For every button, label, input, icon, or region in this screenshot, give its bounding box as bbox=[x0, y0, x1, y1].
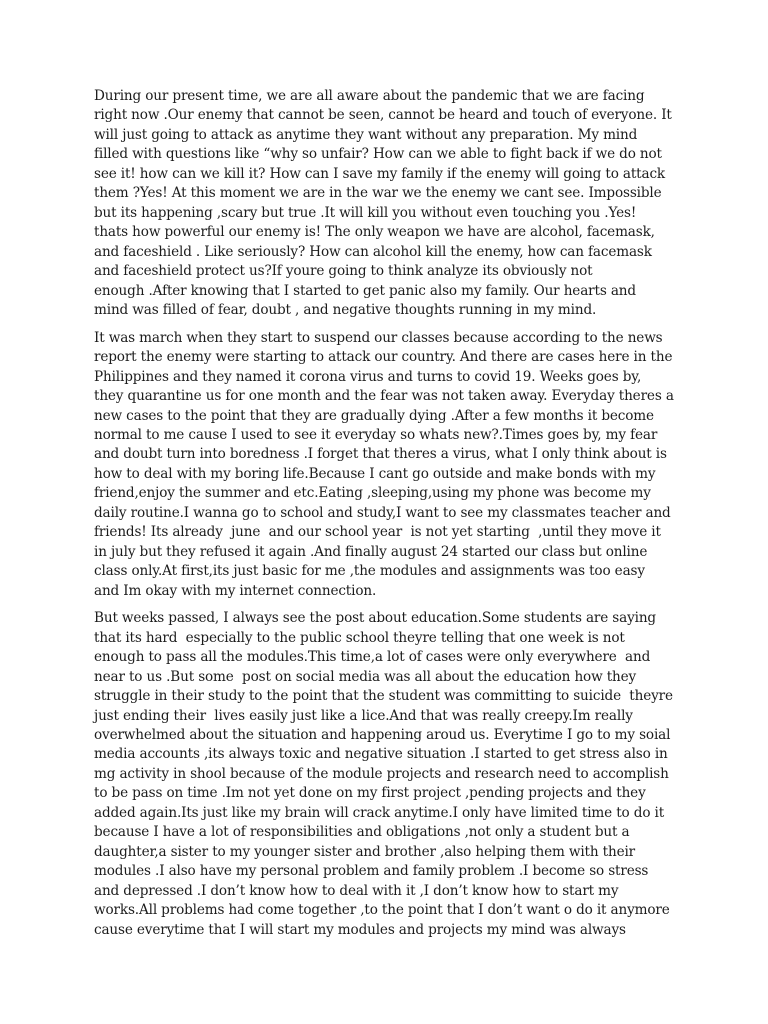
paragraph-line: and depressed .I don’t know how to deal with it ,I don’t know how to start my bbox=[94, 882, 619, 899]
paragraph-line: mind was filled of fear, doubt , and negative thoughts running in my mind. bbox=[94, 302, 597, 319]
paragraph-line: will just going to attack as anytime they want without any preparation. My mind bbox=[94, 126, 638, 143]
paragraph-line: and faceshield protect us?If youre going to think analyze its obviously not bbox=[94, 263, 593, 280]
paragraph-line: see it! how can we kill it? How can I save my family if the enemy will going to attack bbox=[94, 165, 665, 182]
paragraph-line: new cases to the point that they are gradually dying .After a few months it become bbox=[94, 407, 654, 424]
paragraph-line: near to us .But some post on social media was all about the education how they bbox=[94, 668, 637, 685]
paragraph-line: But weeks passed, I always see the post about education.Some students are saying bbox=[94, 610, 656, 627]
paragraph-line: enough to pass all the modules.This time,a lot of cases were only everywhere and bbox=[94, 649, 651, 666]
paragraph-line: struggle in their study to the point that the student was committing to suicide theyre bbox=[94, 688, 673, 705]
paragraph-line: them ?Yes! At this moment we are in the war we the enemy we cant see. Impossible bbox=[94, 185, 662, 202]
paragraph-line: media accounts ,its always toxic and negative situation .I started to get stress also in bbox=[94, 746, 668, 763]
paragraph-line: that its hard especially to the public school theyre telling that one week is not bbox=[94, 629, 625, 646]
paragraph-line: to be pass on time .Im not yet done on my first project ,pending projects and they bbox=[94, 785, 646, 802]
paragraph-line: overwhelmed about the situation and happening aroud us. Everytime I go to my soial bbox=[94, 727, 671, 743]
paragraph-line: enough .After knowing that I started to get panic also my family. Our hearts and bbox=[94, 282, 636, 299]
paragraph-line: Philippines and they named it corona virus and turns to covid 19. Weeks goes by, bbox=[94, 368, 642, 385]
paragraph-line: friend,enjoy the summer and etc.Eating ,sleeping,using my phone was become my bbox=[94, 485, 651, 502]
paragraph-line: friends! Its already june and our school year is not yet starting ,until they move it bbox=[94, 524, 661, 541]
paragraph-line: filled with questions like “why so unfair? How can we able to fight back if we do not bbox=[94, 146, 662, 163]
paragraph-line: modules .I also have my personal problem and family problem .I become so stress bbox=[94, 863, 649, 880]
paragraph-line: they quarantine us for one month and the fear was not taken away. Everyday theres a bbox=[94, 388, 674, 405]
paragraph-line: It was march when they start to suspend our classes because according to the news bbox=[94, 329, 663, 346]
paragraph-line: class only.At first,its just basic for me ,the modules and assignments was too easy bbox=[94, 563, 645, 580]
paragraph-line: During our present time, we are all aware about the pandemic that we are facing bbox=[94, 88, 645, 104]
paragraph-line: and Im okay with my internet connection. bbox=[94, 582, 377, 599]
paragraph-line: daughter,a sister to my younger sister and brother ,also helping them with their bbox=[94, 843, 636, 860]
paragraph-line: cause everytime that I will start my modules and projects my mind was always bbox=[94, 921, 626, 938]
paragraph-line: works.All problems had come together ,to the point that I don’t want o do it anymore bbox=[94, 902, 670, 919]
paragraph bbox=[94, 609, 694, 940]
paragraph-line: report the enemy were starting to attack our country. And there are cases here in the bbox=[94, 349, 673, 366]
paragraph-line: but its happening ,scary but true .It will kill you without even touching you .Yes! bbox=[94, 204, 637, 221]
paragraph-line: because I have a lot of responsibilities and obligations ,not only a student but a bbox=[94, 824, 630, 841]
paragraph-line: daily routine.I wanna go to school and study,I want to see my classmates teacher and bbox=[94, 504, 671, 521]
paragraph-line: thats how powerful our enemy is! The only weapon we have are alcohol, facemask, bbox=[94, 224, 655, 241]
paragraph-line: how to deal with my boring life.Because I cant go outside and make bonds with my bbox=[94, 465, 656, 482]
paragraph-line: normal to me cause I used to see it everyday so whats new?.Times goes by, my fear bbox=[94, 426, 658, 443]
paragraph-line: right now .Our enemy that cannot be seen, cannot be heard and touch of everyone. It bbox=[94, 107, 672, 124]
paragraph-line: just ending their lives easily just like a lice.And that was really creepy.Im really bbox=[94, 707, 633, 724]
paragraph-line: added again.Its just like my brain will crack anytime.I only have limited time to do it bbox=[94, 804, 665, 821]
paragraph-line: in july but they refused it again .And finally august 24 started our class but online bbox=[94, 543, 648, 560]
paragraph bbox=[94, 87, 694, 321]
document-body bbox=[94, 87, 694, 940]
paragraph-line: and doubt turn into boredness .I forget that theres a virus, what I only think about is bbox=[94, 446, 667, 463]
paragraph-line: and faceshield . Like seriously? How can alcohol kill the enemy, how can facemask bbox=[94, 243, 652, 260]
paragraph bbox=[94, 329, 694, 602]
paragraph-line: mg activity in shool because of the module projects and research need to accomplish bbox=[94, 765, 669, 782]
